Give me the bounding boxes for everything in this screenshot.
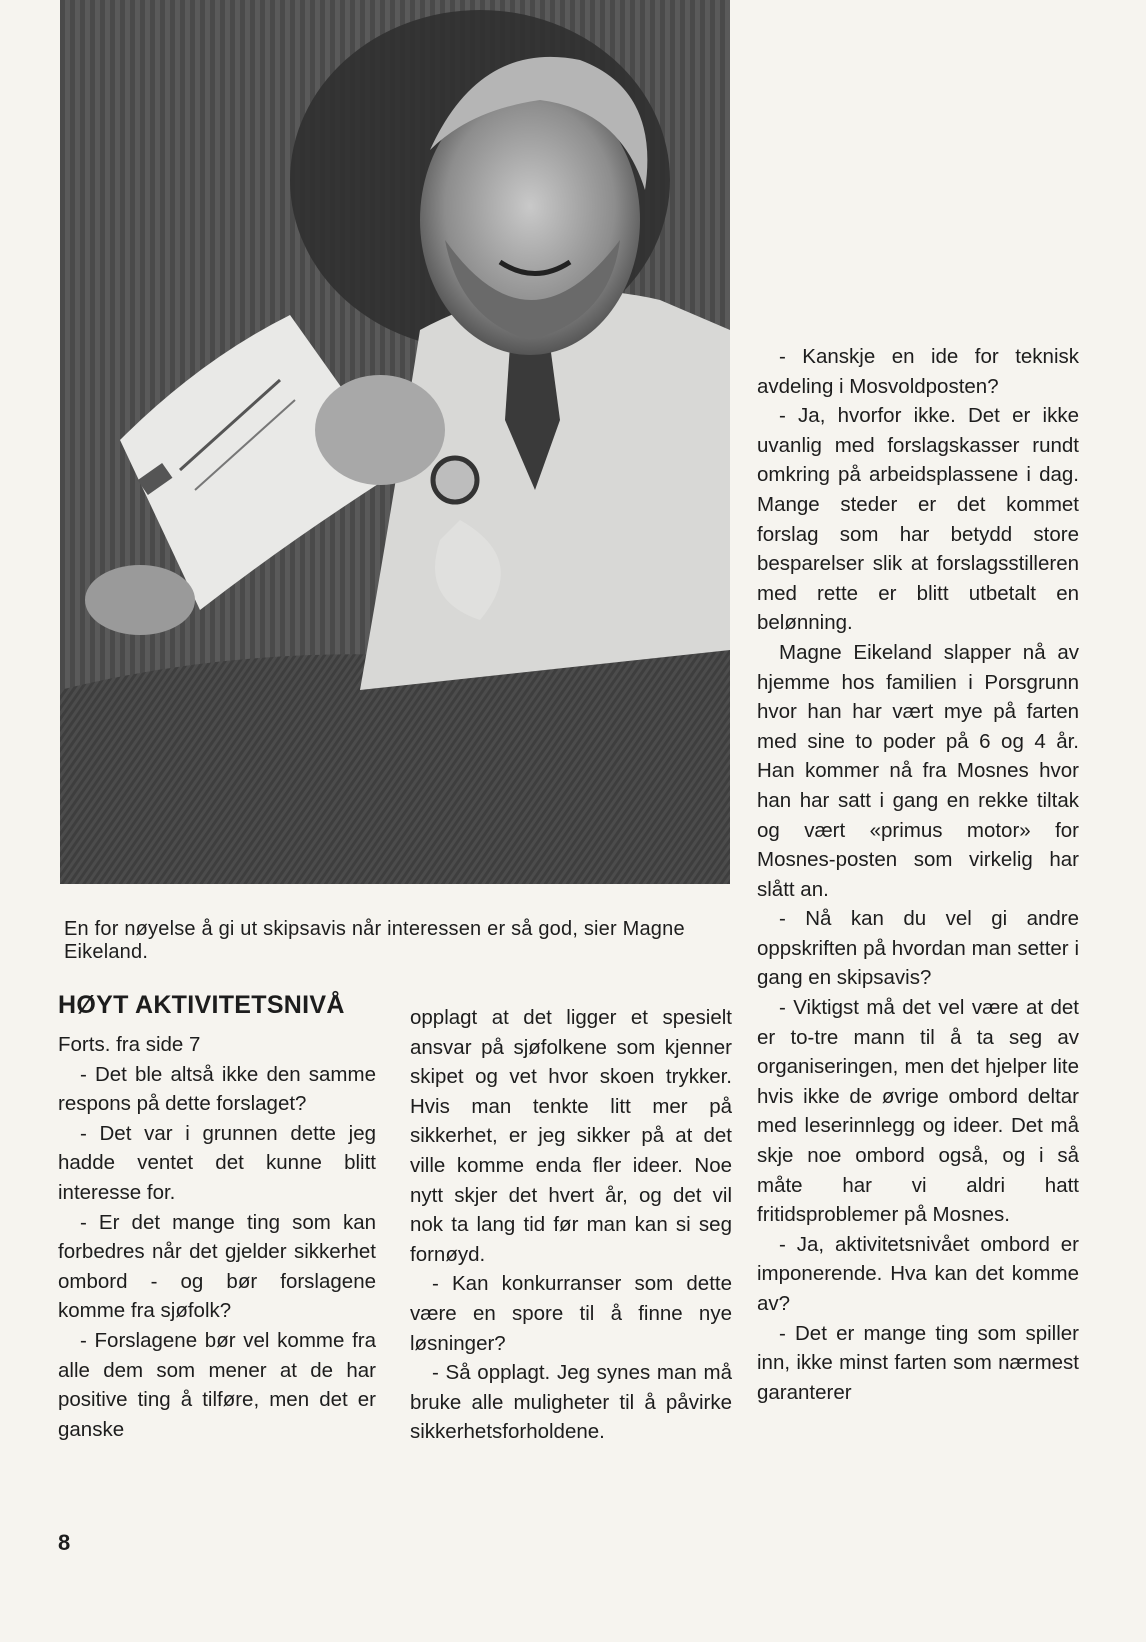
paragraph: - Ja, aktivitetsnivået ombord er imponerende. Hva kan det komme av? [757, 1232, 1079, 1315]
paragraph: - Ja, hvorfor ikke. Det er ikke uvanlig med forslagskasser rundt omkring på arbeidsplassene i dag. Mange steder er det kommet forslag som har betydd store besparelser slik at forslagsstilleren med rette er blitt utbetalt en belønning. [757, 404, 1079, 635]
paragraph: - Det er mange ting som spiller inn, ikke minst farten som nærmest garanterer [757, 1321, 1079, 1404]
article-column-1 [58, 1030, 376, 1444]
photo-caption: En for nøyelse å gi ut skipsavis når interessen er så god, sier Magne Eikeland. [64, 918, 685, 963]
continuation-note: Forts. fra side 7 [58, 1033, 201, 1056]
paragraph: - Det ble altså ikke den samme respons på dette forslaget? [58, 1062, 376, 1116]
article-heading: HØYT AKTIVITETSNIVÅ [58, 991, 345, 1019]
paragraph: - Det var i grunnen dette jeg hadde ventet det kunne blitt interesse for. [58, 1121, 376, 1204]
article-column-3 [757, 342, 1079, 1407]
paragraph: - Forslagene bør vel komme fra alle dem som mener at de har positive ting å tilføre, men det er ganske [58, 1328, 376, 1441]
article-column-2 [410, 1003, 732, 1447]
paragraph: - Så opplagt. Jeg synes man må bruke alle muligheter til å påvirke sikkerhetsforholdene. [410, 1361, 732, 1444]
paragraph: - Kan konkurranser som dette være en spore til å finne nye løsninger? [410, 1272, 732, 1355]
paragraph: Magne Eikeland slapper nå av hjemme hos familien i Porsgrunn hvor han har vært mye på farten med sine to poder på 6 og 4 år. Han kommer nå fra Mosnes hvor han har satt i gang en rekke tiltak og vært «primus motor» for Mosnes-posten som virkelig har slått an. [757, 640, 1079, 901]
paragraph: opplagt at det ligger et spesielt ansvar på sjøfolkene som kjenner skipet og vet hvor skoen trykker. Hvis man tenkte litt mer på sikkerhet, er jeg sikker på at det ville komme enda fler ideer. Noe nytt skjer det hvert år, og det vil nok ta lang tid før man kan si seg fornøyd. [410, 1006, 732, 1266]
paragraph: - Kanskje en ide for teknisk avdeling i Mosvoldposten? [757, 345, 1079, 398]
page-number: 8 [58, 1530, 71, 1555]
paragraph: - Nå kan du vel gi andre oppskriften på hvordan man setter i gang en skipsavis? [757, 907, 1079, 990]
paragraph: - Viktigst må det vel være at det er to-tre mann til å ta seg av organiseringen, men det hjelper lite hvis ikke de øvrige ombord deltar med leserinnlegg og ideer. Det må skje noe ombord også, og i så måte har vi aldri hatt fritidsproblemer på Mosnes. [757, 996, 1079, 1227]
photo-man-with-newspaper [60, 0, 730, 884]
photograph-icon [60, 0, 730, 884]
paragraph: - Er det mange ting som kan forbedres når det gjelder sikkerhet ombord - og bør forslagene komme fra sjøfolk? [58, 1210, 376, 1323]
